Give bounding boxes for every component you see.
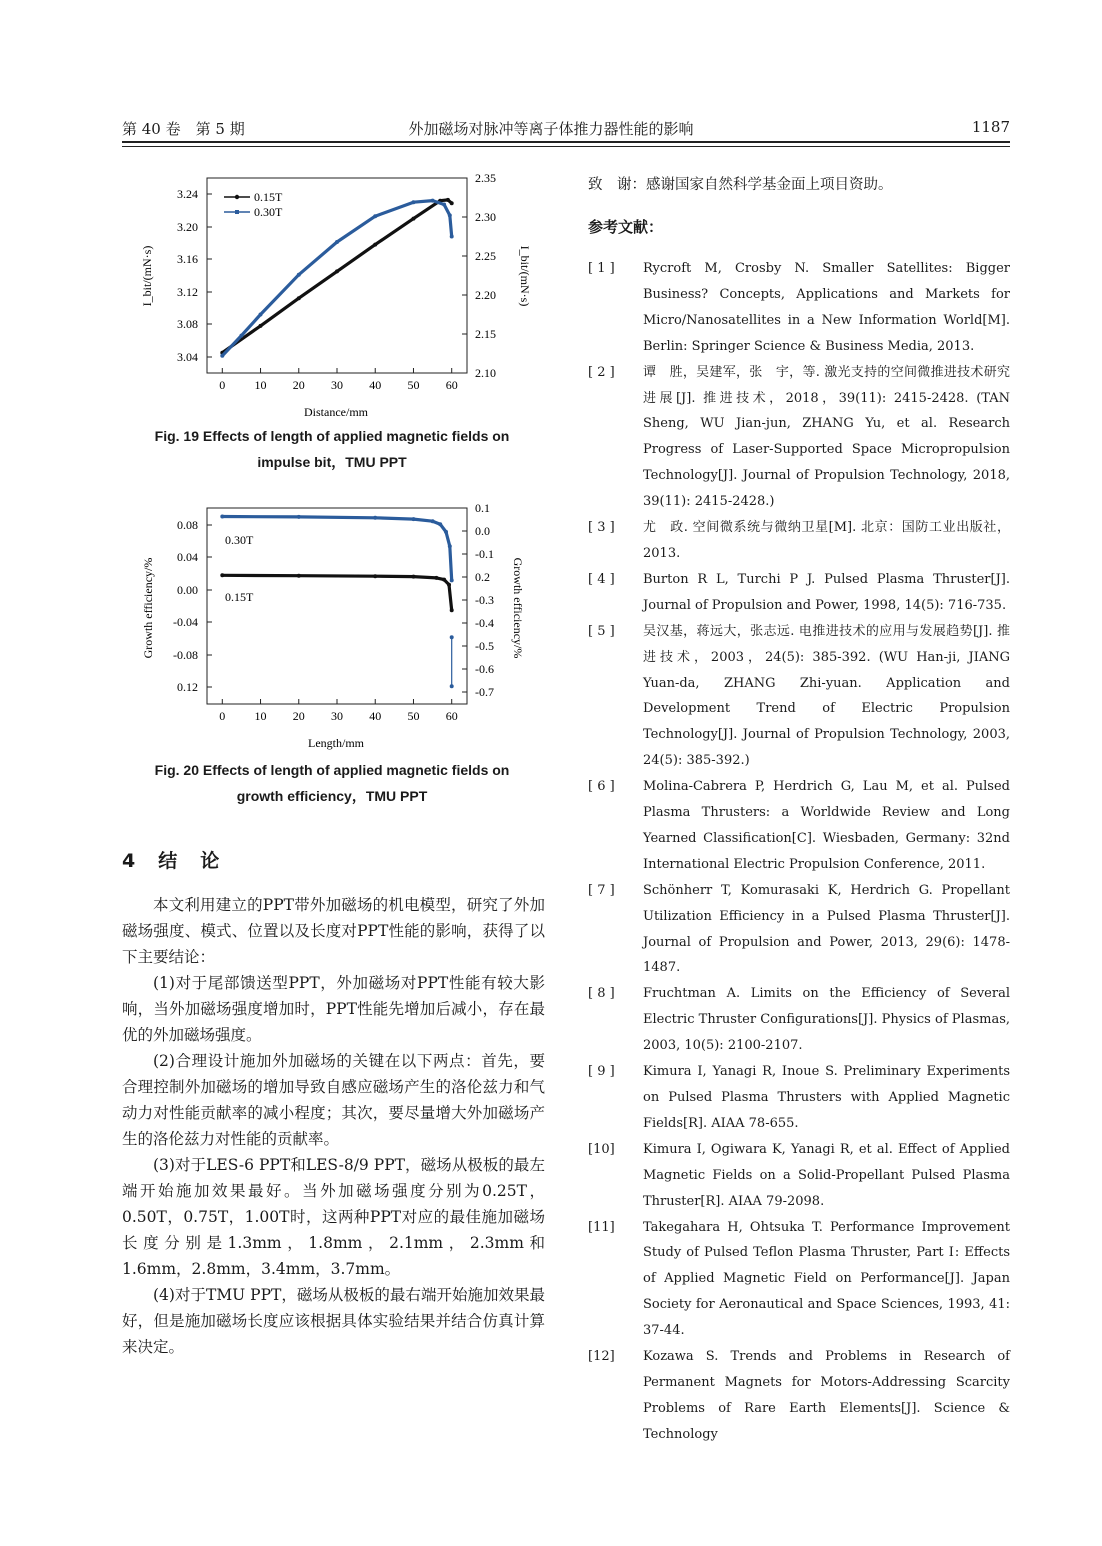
reference-text: 吴汉基，蒋远大，张志远. 电推进技术的应用与发展趋势[J]. 推进技术，2003，24(5): 385-392. (WU Han-ji, JIANG Yuan-da, ZHANG Zhi-yuan. Application and Development Trend of Electric Propulsion Technology[J]. Journal of Propulsion Technology, 2003, 24(5): 385-392.) [643, 623, 1010, 769]
fig19-data-point [259, 313, 263, 317]
reference-number: [ 8 ] [588, 986, 615, 1002]
paragraph: (4)对于TMU PPT，磁场从极板的最右端开始施加效果最好，但是施加磁场长度应该根据具体实验结果并结合仿真计算来决定。 [122, 1286, 545, 1356]
x-tick-label: 40 [369, 709, 382, 723]
fig20-data-point [450, 578, 454, 582]
y-tick-label-right: -0.5 [475, 639, 494, 653]
fig19-data-point [450, 201, 454, 205]
fig20-data-point [450, 608, 454, 612]
reference-text: Fruchtman A. Limits on the Efficiency of Several Electric Thruster Configurations[J]. Physics of Plasmas, 2003, 10(5): 2100-2107. [643, 986, 1010, 1054]
page-number: 1187 [971, 118, 1010, 136]
fig19-data-point [412, 200, 416, 204]
paragraph: 本文利用建立的PPT带外加磁场的机电模型，研究了外加磁场强度、模式、位置以及长度对PPT性能的影响，获得了以下主要结论： [122, 896, 545, 966]
y-axis-label-right: I_bit/(mN·s) [518, 245, 532, 307]
series-label-015t: 0.15T [225, 590, 254, 604]
y-tick-label-right: 2.20 [475, 288, 496, 302]
x-tick-label: 50 [407, 378, 420, 392]
y-tick-label-right: 2.25 [475, 249, 496, 263]
fig20-data-point [373, 574, 377, 578]
y-tick-label-left: 3.12 [177, 285, 198, 299]
fig20-series-line-0 [222, 517, 451, 581]
reference-item [588, 878, 1010, 982]
y-tick-label-left: 3.20 [177, 220, 198, 234]
reference-text: Takegahara H, Ohtsuka T. Performance Improvement Study of Pulsed Teflon Plasma Thruster, Part Ⅰ: Effects of Applied Magnetic Field on Performance[J]. Japan Society for Aeronautical and Space Sciences, 1993, 41: 37-44. [643, 1219, 1010, 1339]
fig19-data-point [335, 240, 339, 244]
y-tick-label-left: 0.08 [177, 518, 198, 532]
x-tick-label: 10 [254, 378, 267, 392]
y-tick-label-left: 3.08 [177, 317, 198, 331]
fig19-data-point [259, 324, 263, 328]
reference-number: [10] [588, 1141, 615, 1157]
y-tick-label-right: -0.1 [475, 547, 494, 561]
reference-number: [ 9 ] [588, 1064, 615, 1080]
paragraph: (2)合理设计施加外加磁场的关键在以下两点：首先，要合理控制外加磁场的增加导致自感应磁场产生的洛伦兹力和气动力对性能贡献率的减小程度；其次，要尽量增大外加磁场产生的洛伦兹力对性能的贡献率。 [122, 1052, 545, 1148]
fig20-data-point [444, 530, 448, 534]
y-tick-label-right: 0.0 [475, 524, 490, 538]
y-tick-label-left: 0.12 [177, 680, 198, 694]
reference-item [588, 256, 1010, 360]
reference-text: 谭 胜，吴建军，张 宇，等. 激光支持的空间微推进技术研究进展[J]. 推进技术，2018，39(11): 2415-2428. (TAN Sheng, WU Jian-jun, ZHANG Yu, et al. Research Progress of Laser-Supported Space Micropropulsion Technology[J]. Journal of Propulsion Technology, 2018, 39(11): 2415-2428.) [643, 364, 1010, 510]
reference-number: [ 3 ] [588, 520, 615, 536]
y-tick-label-right: -0.3 [475, 593, 494, 607]
y-tick-label-left: 3.24 [177, 187, 198, 201]
acknowledgement: 致 谢：感谢国家自然科学基金面上项目资助。 [588, 177, 893, 193]
x-tick-label: 0 [219, 709, 226, 723]
fig20-data-point [220, 515, 224, 519]
fig20-data-point [442, 578, 446, 582]
reference-number: [12] [588, 1349, 615, 1365]
reference-number: [ 5 ] [588, 623, 615, 639]
caption-line: impulse bit，TMU PPT [257, 454, 407, 470]
fig19-data-point [335, 269, 339, 273]
reference-item [588, 567, 1010, 619]
fig20-data-point [450, 635, 454, 639]
x-tick-label: 60 [445, 378, 458, 392]
reference-list [588, 256, 1010, 1448]
fig19-data-point [431, 199, 435, 203]
y-axis-label-left: Growth efficiency/% [141, 557, 155, 659]
legend [224, 190, 283, 219]
reference-text: Kimura I, Yanagi R, Inoue S. Preliminary Experiments on Pulsed Plasma Thrusters with Applied Magnetic Fields[R]. AIAA 78-655. [643, 1064, 1010, 1131]
fig20-data-point [373, 516, 377, 520]
reference-text: Burton R L, Turchi P J. Pulsed Plasma Thruster[J]. Journal of Propulsion and Power, 1998, 14(5): 716-735. [643, 571, 1010, 613]
y-tick-label-left: -0.04 [173, 615, 198, 629]
fig20-data-point [450, 684, 454, 688]
y-tick-label-right: 0.2 [475, 570, 490, 584]
reference-number: [11] [588, 1219, 615, 1235]
series-label-030t: 0.30T [225, 533, 254, 547]
figure-19-chart [130, 168, 540, 418]
y-tick-label-right: 2.10 [475, 366, 496, 380]
fig19-data-point [239, 334, 243, 338]
reference-item [588, 619, 1010, 774]
fig19-series-line-0 [222, 200, 451, 353]
figure-20-chart [130, 500, 540, 750]
y-tick-label-left: 0.04 [177, 550, 198, 564]
reference-item [588, 515, 1010, 567]
fig19-data-point [220, 354, 224, 358]
legend-label-030t: 0.30T [254, 205, 283, 219]
y-tick-label-right: -0.7 [475, 685, 494, 699]
reference-text: Schönherr T, Komurasaki K, Herdrich G. Propellant Utilization Efficiency in a Pulsed Plasma Thruster[J]. Journal of Propulsion and Power, 2013, 29(6): 1478-1487. [643, 882, 1010, 976]
reference-item [588, 1137, 1010, 1215]
x-tick-label: 0 [219, 378, 226, 392]
fig20-data-point [434, 576, 438, 580]
legend-label-015t: 0.15T [254, 190, 283, 204]
x-tick-label: 20 [292, 709, 305, 723]
conclusion-body [122, 892, 545, 1360]
header-rule-thin [122, 146, 1010, 147]
y-axis-label-right: Growth efficiency/% [511, 557, 525, 659]
reference-item [588, 1215, 1010, 1345]
reference-text: Rycroft M, Crosby N. Smaller Satellites: Bigger Business? Concepts, Applications and Markets for Micro/Nanosatellites in a New Information World[M]. Berlin: Springer Science & Business Media, 2013. [643, 261, 1010, 354]
reference-item [588, 1344, 1010, 1448]
fig19-data-point [297, 296, 301, 300]
paragraph: (1)对于尾部馈送型PPT，外加磁场对PPT性能有较大影响，当外加磁场强度增加时，PPT性能先增加后减小，存在最优的外加磁场强度。 [122, 974, 545, 1044]
fig19-data-point [412, 217, 416, 221]
reference-number: [ 1 ] [588, 261, 615, 276]
fig19-data-point [448, 213, 452, 217]
reference-text: Kozawa S. Trends and Problems in Research of Permanent Magnets for Motors-Addressing Scarcity Problems of Rare Earth Elements[J]. Science & Technology [643, 1349, 1010, 1442]
fig20-data-point [447, 583, 451, 587]
caption-line: Fig. 19 Effects of length of applied magnetic fields on [154, 428, 510, 444]
y-tick-label-right: 2.35 [475, 171, 496, 185]
fig20-data-point [438, 522, 442, 526]
y-tick-label-right: 0.1 [475, 501, 490, 515]
x-tick-label: 60 [445, 709, 458, 723]
fig20-data-point [220, 573, 224, 577]
y-tick-label-right: 2.30 [475, 210, 496, 224]
fig20-data-point [297, 515, 301, 519]
legend-marker-030t [235, 210, 239, 214]
section-title: 4 结 论 [122, 850, 222, 872]
x-tick-label: 50 [407, 709, 420, 723]
fig19-series-line-1 [222, 201, 451, 356]
journal-volume: 第 40 卷 第 5 期 [122, 120, 245, 138]
y-tick-label-right: -0.4 [475, 616, 494, 630]
header-rule [122, 141, 1010, 143]
fig19-data-point [373, 243, 377, 247]
paragraph: (3)对于LES-6 PPT和LES-8/9 PPT，磁场从极板的最左端开始施加效果最好。当外加磁场强度分别为0.25T，0.50T，0.75T，1.00T时，这两种PPT对应的最佳施加磁场长度分别是1.3mm，1.8mm，2.1mm，2.3mm和1.6mm，2.8mm，3.4mm，3.7mm。 [122, 1156, 545, 1278]
fig20-data-point [448, 544, 452, 548]
reference-text: Kimura I, Ogiwara K, Yanagi R, et al. Effect of Applied Magnetic Fields on a Solid-Propellant Pulsed Plasma Thruster[R]. AIAA 79-2098. [643, 1141, 1010, 1209]
y-tick-label-left: 3.04 [177, 350, 198, 364]
fig19-data-point [442, 203, 446, 207]
fig20-data-point [412, 575, 416, 579]
reference-item [588, 774, 1010, 878]
caption-line: Fig. 20 Effects of length of applied magnetic fields on [154, 762, 510, 778]
references-title: 参考文献： [588, 218, 664, 236]
figure-20-caption [122, 757, 542, 809]
y-tick-label-left: -0.08 [173, 648, 198, 662]
x-axis-label: Distance/mm [304, 405, 368, 418]
reference-item [588, 981, 1010, 1059]
reference-text: 尤 政. 空间微系统与微纳卫星[M]. 北京：国防工业出版社，2013. [643, 520, 1010, 561]
legend-marker-015t [235, 195, 239, 199]
reference-item [588, 360, 1010, 515]
x-tick-label: 10 [254, 709, 267, 723]
x-tick-label: 40 [369, 378, 382, 392]
fig20-data-point [412, 517, 416, 521]
y-tick-label-right: 2.15 [475, 327, 496, 341]
reference-number: [ 7 ] [588, 882, 615, 898]
x-axis-label: Length/mm [308, 736, 364, 750]
caption-line: growth efficiency，TMU PPT [236, 788, 428, 804]
reference-number: [ 6 ] [588, 779, 615, 795]
running-title: 外加磁场对脉冲等离子体推力器性能的影响 [408, 120, 694, 138]
fig20-data-point [431, 519, 435, 523]
y-tick-label-left: 0.00 [177, 583, 198, 597]
y-axis-label-left: I_bit/(mN·s) [140, 245, 154, 307]
fig20-series-line-1 [222, 575, 451, 610]
x-tick-label: 20 [292, 378, 305, 392]
fig19-data-point [450, 235, 454, 239]
fig19-data-point [297, 273, 301, 277]
fig19-data-point [446, 198, 450, 202]
fig20-data-point [297, 574, 301, 578]
x-tick-label: 30 [331, 378, 343, 392]
y-tick-label-right: -0.6 [475, 662, 494, 676]
reference-number: [ 2 ] [588, 364, 615, 380]
reference-number: [ 4 ] [588, 571, 615, 587]
fig19-data-point [373, 214, 377, 218]
reference-item [588, 1059, 1010, 1137]
reference-text: Molina-Cabrera P, Herdrich G, Lau M, et al. Pulsed Plasma Thrusters: a Worldwide Review and Long Yearned Classification[C]. Wiesbaden, Germany: 32nd International Electric Propulsion Conference, 2011. [643, 779, 1010, 872]
figure-19-caption [122, 423, 542, 475]
y-tick-label-left: 3.16 [177, 252, 198, 266]
x-tick-label: 30 [331, 709, 343, 723]
